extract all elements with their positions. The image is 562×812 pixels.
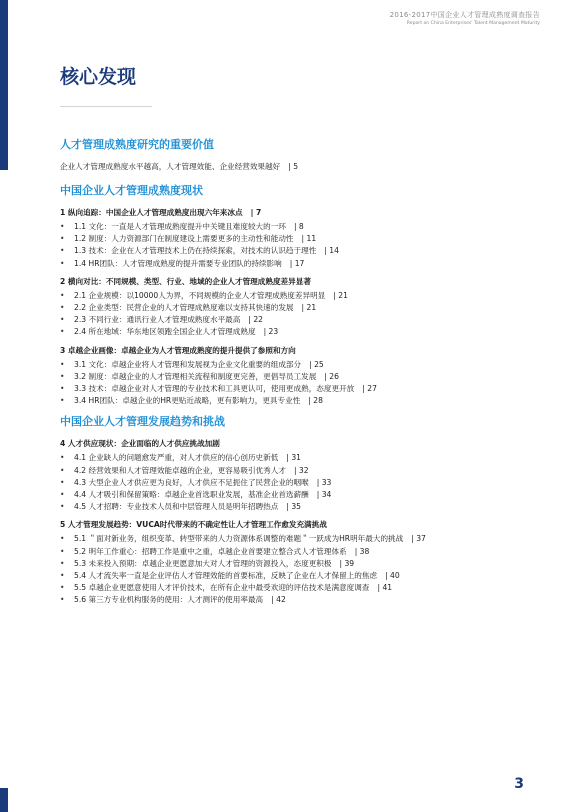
toc-item	[60, 314, 530, 326]
toc-item-text: 3.4 HR团队：卓越企业的HR更贴近战略，更有影响力，更具专业性	[74, 396, 301, 406]
toc-item	[60, 371, 530, 383]
page-number: 3	[514, 776, 524, 792]
toc-item	[60, 245, 530, 257]
toc-item-text: 4.1 企业缺人的问题愈发严重，对人才供应的信心创历史新低	[74, 453, 279, 463]
page-ref: | 32	[293, 465, 309, 475]
page-ref: | 21	[301, 303, 317, 313]
page-ref: | 17	[289, 258, 305, 268]
toc-item	[60, 546, 530, 558]
toc-item-text: 4.2 经营效果和人才管理效能卓越的企业，更容易吸引优秀人才	[74, 465, 286, 475]
report-header	[390, 10, 540, 26]
left-edge-bar-bottom	[0, 788, 8, 812]
toc-item-text: 5.1 ＂面对新业务，组织变革、转型带来的人力资源体系调整的难题＂一跃成为HR明年最大的挑战	[74, 534, 404, 544]
toc-item	[60, 501, 530, 513]
toc-item	[60, 465, 530, 477]
group-title	[60, 519, 530, 530]
toc-item	[60, 359, 530, 371]
page-ref: | 25	[309, 359, 324, 369]
toc-item-text: 1.4 HR团队：人才管理成熟度的提升需要专业团队的持续影响	[74, 258, 282, 268]
page-ref: | 31	[286, 453, 301, 463]
page-title: 核心发现	[60, 66, 137, 88]
toc-item-text: 1.2 制度：人力资源部门在制度建设上需要更多的主动性和能动性	[74, 234, 294, 244]
toc-item	[60, 258, 530, 270]
toc-item-text: 5.5 卓越企业更愿意使用人才评价技术，在所有企业中最受欢迎的评估技术是满意度调查	[74, 583, 370, 593]
page-ref: | 22	[248, 315, 264, 325]
toc-item-text: 1.1 文化：一直是人才管理成熟度提升中关键且难度较大的一环	[74, 222, 286, 231]
page-ref: | 42	[271, 595, 286, 605]
toc-item-text: 3.3 技术：卓越企业对人才管理的专业技术和工具更认可，使用更成熟，态度更开放	[74, 384, 355, 394]
group-title	[60, 276, 530, 287]
page-ref: | 39	[339, 558, 355, 568]
group-item-list	[60, 290, 530, 339]
group-title-text: 2 横向对比：不同规模、类型、行业、地域的企业人才管理成熟度差异显著	[60, 276, 311, 286]
page-ref: | 23	[263, 327, 279, 337]
toc-item	[60, 290, 530, 302]
group-title	[60, 438, 530, 449]
section-heading: 中国企业人才管理成熟度现状	[60, 184, 203, 197]
group-item-list	[60, 221, 530, 270]
toc-item-text: 3.1 文化：卓越企业将人才管理和发展视为企业文化重要的组成部分	[74, 359, 302, 369]
page-ref: | 7	[250, 208, 262, 217]
toc-item	[60, 489, 530, 501]
toc-item-text: 5.3 未来投入预期：卓越企业更愿意加大对人才管理的资源投入，态度更积极	[74, 558, 332, 568]
left-edge-bar-top	[0, 0, 8, 170]
toc-item-text: 5.4 人才流失率一直是企业评估人才管理效能的首要标准，反映了企业在人才保留上的焦虑	[74, 571, 378, 581]
table-of-contents	[60, 136, 530, 613]
toc-item-text: 4.3 大型企业人才供应更为良好，人才供应不足扼住了民营企业的咽喉	[74, 477, 309, 487]
page-ref: | 11	[301, 234, 317, 244]
toc-item-text: 1.3 技术：企业在人才管理技术上仍在持续探索，对技术的认识趋于理性	[74, 246, 317, 256]
page-ref: | 27	[362, 384, 377, 394]
page-ref: | 34	[316, 490, 332, 500]
toc-item-text: 3.2 制度：卓越企业的人才管理相关流程和制度更完善，更倡导员工发展	[74, 371, 317, 381]
page-ref: | 37	[411, 534, 426, 544]
group-title	[60, 207, 530, 218]
report-title-en: Report on China Enterprises' Talent Management Maturity	[406, 21, 540, 26]
toc-item-text: 2.2 企业类型：民营企业的人才管理成熟度难以支持其快速的发展	[74, 303, 294, 313]
toc-item	[60, 221, 530, 233]
page-ref: | 38	[354, 546, 370, 556]
group-title-text: 3 卓越企业画像：卓越企业为人才管理成熟度的提升提供了参照和方向	[60, 345, 296, 355]
group-item-list	[60, 359, 530, 408]
toc-item	[60, 302, 530, 314]
page-ref: | 40	[385, 571, 400, 581]
page-ref: | 28	[308, 396, 323, 406]
toc-item	[60, 452, 530, 464]
toc-item	[60, 570, 530, 582]
toc-item-text: 4.4 人才吸引和保留策略：卓越企业首选职业发展，基准企业首选薪酬	[74, 490, 309, 500]
group-title-text: 1 纵向追踪：中国企业人才管理成熟度出现六年来冰点	[60, 208, 243, 217]
intro-text: 企业人才管理成熟度水平越高，人才管理效能、企业经营效果越好	[60, 162, 281, 171]
toc-item	[60, 533, 530, 545]
toc-item	[60, 582, 530, 594]
toc-item-text: 2.1 企业规模：以10000人为界，不同规模的企业人才管理成熟度差异明显	[74, 290, 326, 300]
report-title-cn: 2016-2017中国企业人才管理成熟度调查报告	[389, 11, 540, 19]
group-title-text: 4 人才供应现状：企业面临的人才供应挑战加剧	[60, 439, 220, 449]
toc-item-text: 2.3 不同行业：通讯行业人才管理成熟度水平最高	[74, 315, 241, 325]
toc-item-text: 2.4 所在地域：华东地区领跑全国企业人才管理成熟度	[74, 327, 256, 337]
toc-item	[60, 558, 530, 570]
group-item-list	[60, 452, 530, 513]
section-intro-line	[60, 161, 530, 172]
group-title-text: 5 人才管理发展趋势：VUCA时代带来的不确定性让人才管理工作愈发充满挑战	[60, 520, 327, 530]
page-ref: | 14	[324, 246, 339, 256]
toc-item	[60, 395, 530, 407]
toc-item	[60, 383, 530, 395]
page-ref: | 41	[377, 583, 393, 593]
page-ref: | 8	[293, 222, 304, 231]
toc-item	[60, 233, 530, 245]
section-heading: 中国企业人才管理发展趋势和挑战	[60, 415, 225, 429]
page-ref: | 21	[333, 290, 348, 300]
toc-item-text: 5.2 明年工作重心：招聘工作是重中之重，卓越企业首要建立整合式人才管理体系	[74, 546, 347, 556]
title-divider	[60, 106, 152, 107]
page-ref: | 33	[316, 477, 332, 487]
page-ref: | 35	[286, 502, 301, 512]
toc-item-text: 5.6 第三方专业机构服务的使用：人才测评的使用率最高	[74, 595, 264, 605]
page-ref: | 26	[324, 371, 339, 381]
toc-item	[60, 477, 530, 489]
group-title	[60, 345, 530, 356]
page-ref: | 5	[288, 162, 299, 171]
toc-item	[60, 594, 530, 606]
toc-item	[60, 326, 530, 338]
group-item-list	[60, 533, 530, 606]
section-heading: 人才管理成熟度研究的重要价值	[60, 138, 214, 151]
toc-item-text: 4.5 人才招聘：专业技术人员和中层管理人员是明年招聘热点	[74, 502, 279, 512]
